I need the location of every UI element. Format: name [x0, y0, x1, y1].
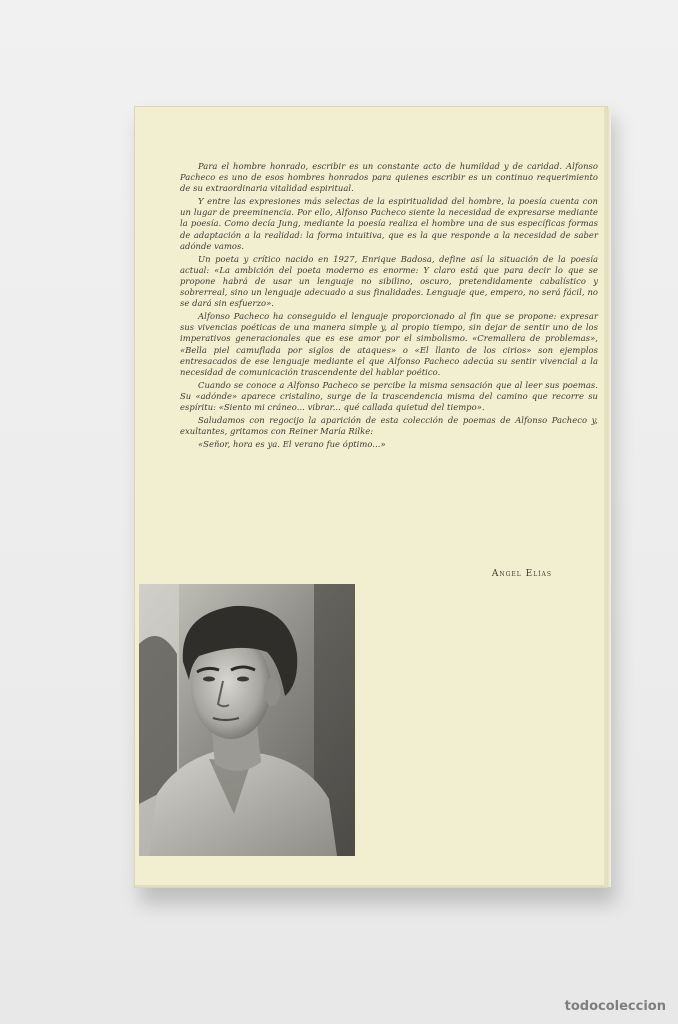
- blurb-text: [180, 161, 598, 450]
- blurb-paragraph: Saludamos con regocijo la aparición de esta colección de poemas de Alfonso Pacheco y, exultantes, gritamos con Reiner María Rilke:: [180, 415, 598, 437]
- blurb-paragraph: Cuando se conoce a Alfonso Pacheco se percibe la misma sensación que al leer sus poemas. Su «adónde» aparece cristalino, surge de la trascendencia misma del camino que recorre su espíritu: «Siento mi cráneo... vibrar... qué callada quietud del tiempo».: [180, 379, 598, 412]
- blurb-paragraph: Alfonso Pacheco ha conseguido el lenguaje proporcionado al fin que se propone: expresar sus vivencias poéticas de una manera simple y, al propio tiempo, sin dejar de sentir uno de los imperativos generacionales que es ese amor por el simbolismo. «Cremallera de problemas», «Bella piel camuflada por siglos de ataques» o «El llanto de los cirios» son ejemplos entresacados de ese lenguaje mediante el que Alfonso Pacheco adecúa su sentir vivencial a la necesidad de comunicación trascendente del hablar poético.: [180, 311, 598, 377]
- blurb-paragraph: Y entre las expresiones más selectas de la espiritualidad del hombre, la poesía cuenta con un lugar de preeminencia. Por ello, Alfonso Pacheco siente la necesidad de expresarse mediante la poesía. Como decía Jung, mediante la poesía realiza el hombre una de sus específicas formas de adaptación a la realidad: la forma intuitiva, que es la que responde a la necesidad de saber adónde vamos.: [180, 196, 598, 251]
- blurb-quote: «Señor, hora es ya. El verano fue óptimo...»: [198, 439, 386, 450]
- blurb-paragraph: Un poeta y crítico nacido en 1927, Enrique Badosa, define así la situación de la poesía actual: «La ambición del poeta moderno es enorme: Y claro está que para decir lo que se propone habrá de usar un lenguaje no sibilino, oscuro, pretendidamente cabalístico y sobrerreal, sino un lenguaje adecuado a sus finalidades. Lenguaje que, empero, no será fácil, no se dará sin esfuerzo».: [180, 253, 598, 309]
- blurb-paragraph: Para el hombre honrado, escribir es un constante acto de humildad y de caridad. Alfonso Pacheco es uno de esos hombres honrados para quienes escribir es un continuo requerimiento de su extraordinaria vitalidad espiritual.: [180, 161, 598, 194]
- book-back-cover: [134, 106, 608, 888]
- author-photo: [139, 584, 355, 856]
- book-page-edge: [607, 109, 611, 887]
- author-signature: Angel Elías: [491, 569, 552, 579]
- author-portrait-image: [139, 584, 355, 856]
- watermark-text: todocoleccion: [564, 999, 666, 1014]
